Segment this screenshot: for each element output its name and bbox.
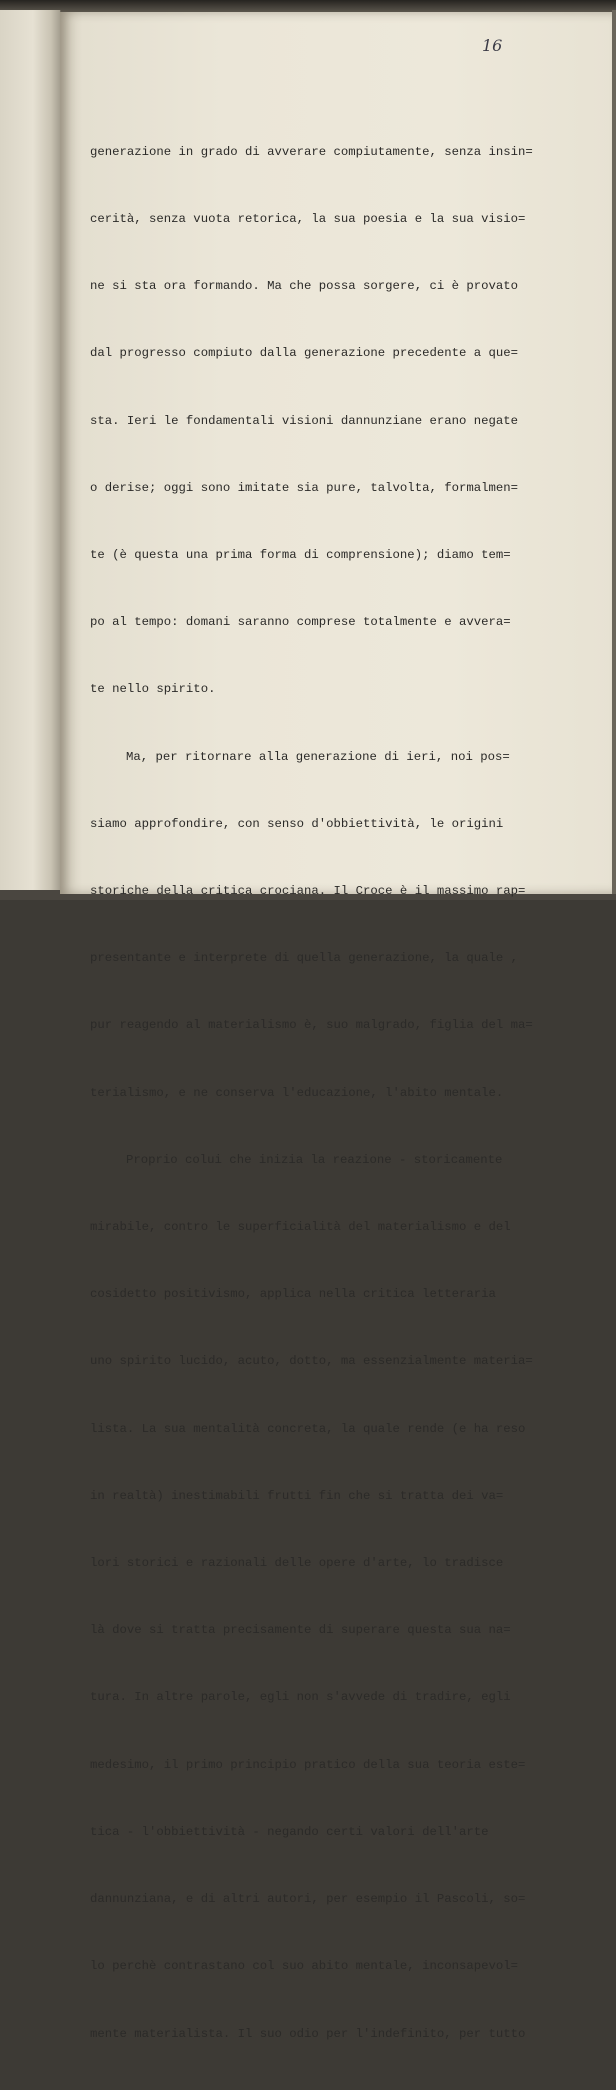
text-line: lista. La sua mentalità concreta, la quale rende (e ha reso <box>90 1421 526 1436</box>
text-line: dal progresso compiuto dalla generazione precedente a que= <box>90 346 519 361</box>
text-line: siamo approfondire, con senso d'obbiettività, le origini <box>90 816 504 831</box>
text-line: medesimo, il primo principio pratico della sua teoria este= <box>90 1757 526 1772</box>
text-line: ne si sta ora formando. Ma che possa sorgere, ci è provato <box>90 279 519 294</box>
text-line: storiche della critica crociana. Il Croce è il massimo rap= <box>90 884 526 899</box>
text-line: lori storici e razionali delle opere d'arte, lo tradisce <box>90 1556 504 1571</box>
text-line: sta. Ieri le fondamentali visioni dannunziane erano negate <box>90 413 519 428</box>
text-line: lo perchè contrastano col suo abito mentale, inconsapevol= <box>90 1959 519 1974</box>
text-line: mente materialista. Il suo odio per l'indefinito, per tutto <box>90 2026 526 2041</box>
typewritten-text-block <box>90 96 533 2090</box>
text-line: te (è questa una prima forma di comprensione); diamo tem= <box>90 548 511 563</box>
text-line: presentante e interprete di quella generazione, la quale , <box>90 951 519 966</box>
text-line: o derise; oggi sono imitate sia pure, talvolta, formalmen= <box>90 480 519 495</box>
handwritten-page-number: 16 <box>482 36 503 55</box>
text-line: mirabile, contro le superficialità del materialismo e del <box>90 1220 511 1235</box>
text-line: cerità, senza vuota retorica, la sua poesia e la sua visio= <box>90 212 526 227</box>
paragraph-start-line: Proprio colui che inizia la reazione - storicamente <box>126 1152 503 1167</box>
binding-top-edge <box>0 0 616 12</box>
text-line: in realtà) inestimabili frutti fin che si tratta dei va= <box>90 1488 504 1503</box>
page-right-edge <box>612 10 616 894</box>
text-line: cosidetto positivismo, applica nella critica letteraria <box>90 1287 496 1302</box>
text-line: uno spirito lucido, acuto, dotto, ma essenzialmente materia= <box>90 1354 533 1369</box>
text-line: là dove si tratta precisamente di superare questa sua na= <box>90 1623 511 1638</box>
paragraph-start-line: Ma, per ritornare alla generazione di ieri, noi pos= <box>126 749 510 764</box>
text-line: pur reagendo al materialismo è, suo malgrado, figlia del ma= <box>90 1018 533 1033</box>
text-line: tica - l'obbiettività - negando certi valori dell'arte <box>90 1824 489 1839</box>
text-line: dannunziana, e di altri autori, per esempio il Pascoli, so= <box>90 1892 526 1907</box>
text-line: generazione in grado di avverare compiutamente, senza insin= <box>90 144 533 159</box>
text-line: tura. In altre parole, egli non s'avvede di tradire, egli <box>90 1690 511 1705</box>
text-line: po al tempo: domani saranno comprese totalmente e avvera= <box>90 615 511 630</box>
text-line: terialismo, e ne conserva l'educazione, l'abito mentale. <box>90 1085 504 1100</box>
facing-page-edge <box>0 10 61 890</box>
text-line: te nello spirito. <box>90 682 216 697</box>
